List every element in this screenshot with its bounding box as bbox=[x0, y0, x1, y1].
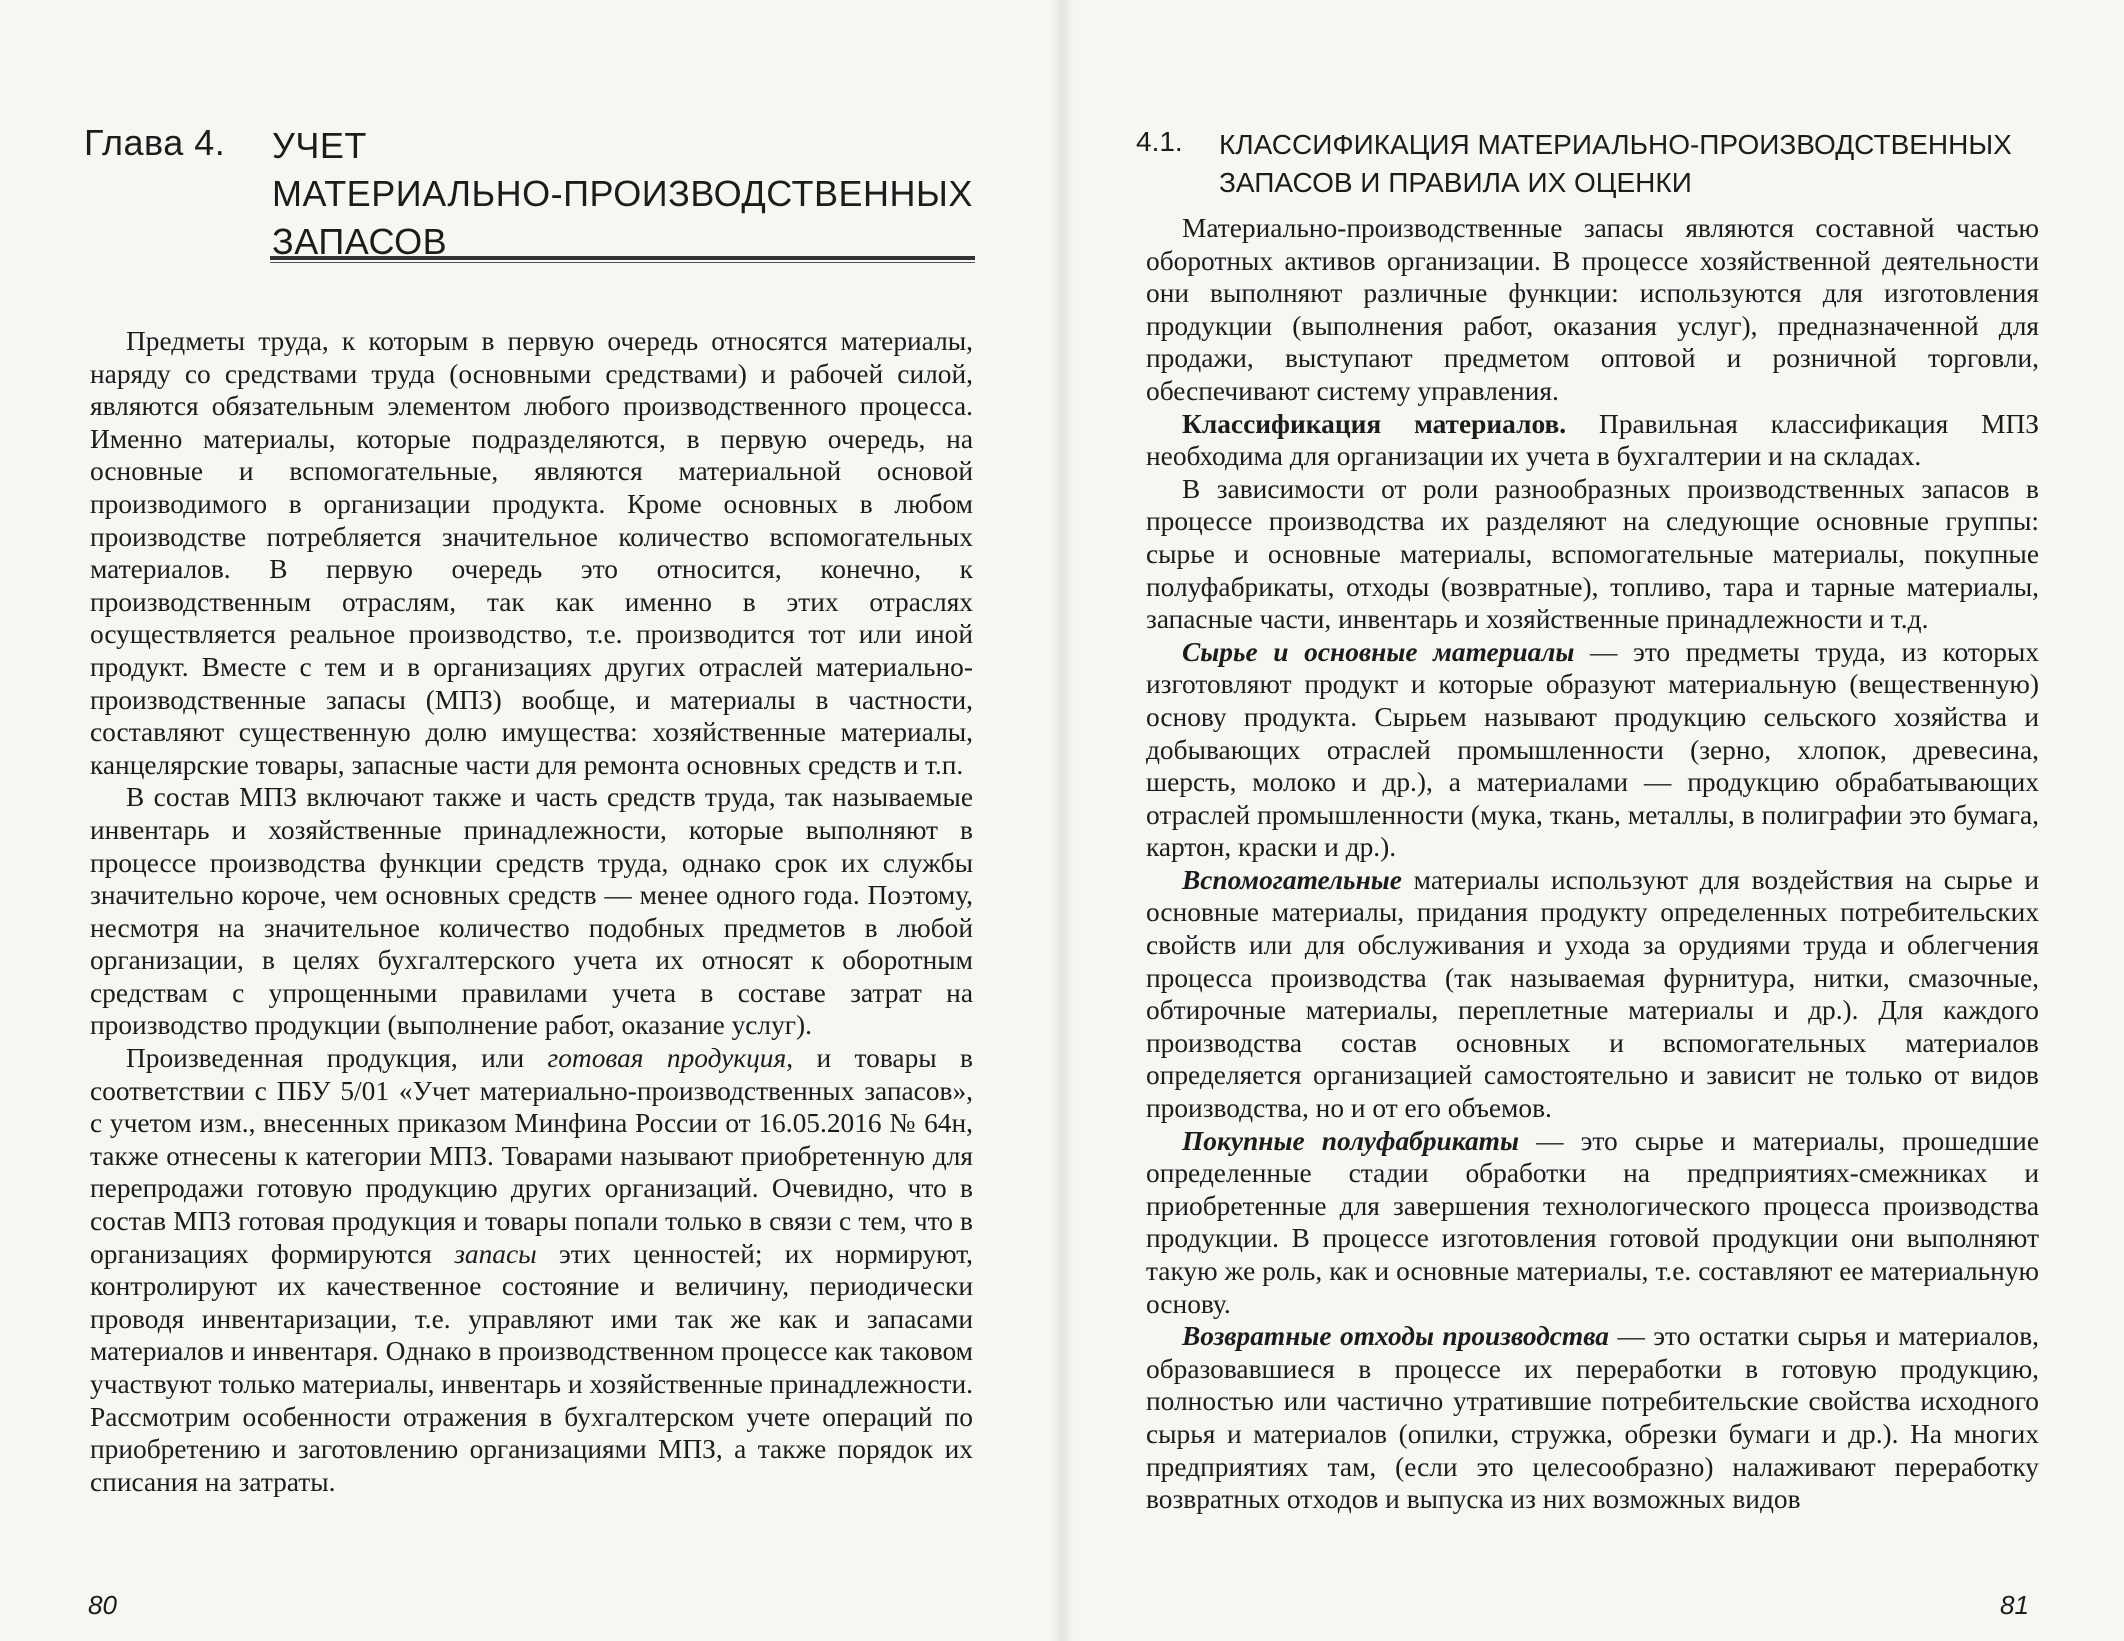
bold-italic-lead: Сырье и основные материалы bbox=[1182, 636, 1575, 667]
paragraph: Классификация материалов. Правильная классификация МПЗ необходима для организации их учета в бухгалтерии и на складах. bbox=[1146, 408, 2039, 472]
bold-italic-lead: Вспомогательные bbox=[1182, 864, 1402, 895]
paragraph: Возвратные отходы производства — это остатки сырья и материалов, образовавшиеся в процессе их переработки в готовую продукцию, полностью или частично утратившие потребительские свойства исходного сырья и материалов (опилки, стружка, обрезки бумаги и др.). На многих предприятиях там, (если это целесообразно) налаживают переработку возвратных отходов и выпуска из них возможных видов bbox=[1146, 1321, 2040, 1515]
section-title bbox=[1219, 126, 2039, 202]
bold-italic-lead: Возвратные отходы производства bbox=[1182, 1321, 1609, 1352]
section-title-line: КЛАССИФИКАЦИЯ МАТЕРИАЛЬНО-ПРОИЗВОДСТВЕННЫХ bbox=[1219, 129, 2012, 160]
page-number: 81 bbox=[2000, 1590, 2029, 1620]
italic-term: готовая продукция bbox=[547, 1043, 787, 1074]
paragraph: Предметы труда, к которым в первую очередь относятся материалы, наряду со средствами труда (основными средствами) и рабочей силой, являются обязательным элементом любого производственного процесса. Именно материалы, которые подразделяются, в первую очередь, на основные и вспомогательные, являются материальной основой производимого в организации продукта. Кроме основных в любом производстве потребляется значительное количество вспомогательных материалов. В первую очередь это относится, конечно, к производственным отраслям, так как именно в этих отраслях осуществляется реальное производство, т.е. производится тот или иной продукт. Вместе с тем и в организациях других отраслей материально-производственные запасы (МПЗ) вообще, и материалы в частности, составляют существенную долю имущества: хозяйственные материалы, канцелярские товары, запасные части для ремонта основных средств и т.п. bbox=[90, 326, 973, 780]
chapter-title bbox=[272, 122, 992, 266]
chapter-rule-divider bbox=[270, 256, 975, 263]
page-number: 80 bbox=[88, 1590, 117, 1620]
paragraph: Сырье и основные материалы — это предметы труда, из которых изготовляют продукт и которые образуют материальную (вещественную) основу продукта. Сырьем называют продукцию сельского хозяйства и добывающих отраслей промышленности (зерно, хлопок, древесина, шерсть, молоко и др.), а материалами — продукцию обрабатывающих отраслей промышленности (мука, ткань, металлы, в полиграфии это бумага, картон, краски и др.). bbox=[1146, 636, 2039, 863]
book-gutter bbox=[1050, 0, 1074, 1641]
chapter-title-line: ЗАПАСОВ bbox=[272, 221, 448, 262]
paragraph: Покупные полуфабрикаты — это сырье и материалы, прошедшие определенные стадии обработки на предприятиях-смежниках и приобретенные для завершения технологического процесса производства продукции. В процессе изготовления готовой продукции они выполняют такую же роль, как и основные материалы, т.е. составляют ее материальную основу. bbox=[1146, 1125, 2039, 1319]
italic-term: запасы bbox=[454, 1238, 537, 1269]
paragraph: В зависимости от роли разнообразных производственных запасов в процессе производства их разделяют на следующие основные группы: сырье и основные материалы, вспомогательные материалы, покупные полуфабрикаты, отходы (возвратные), топливо, тара и тарные материалы, запасные части, инвентарь и хозяйственные принадлежности и т.д. bbox=[1146, 473, 2039, 635]
bold-lead: Классификация материалов. bbox=[1182, 408, 1567, 439]
left-body-text bbox=[90, 325, 973, 1498]
bold-italic-lead: Покупные полуфабрикаты bbox=[1182, 1125, 1519, 1156]
paragraph: В состав МПЗ включают также и часть средств труда, так называемые инвентарь и хозяйственные принадлежности, которые выполняют в процессе производства функции средств труда, однако срок их службы значительно короче, чем основных средств — менее одного года. Поэтому, несмотря на значительное количество подобных предметов в любой организации, в целях бухгалтерского учета их относят к оборотным средствам с упрощенными правилами учета в составе затрат на производство продукции (выполнение работ, оказание услуг). bbox=[90, 782, 973, 1041]
right-body-text bbox=[1146, 212, 2039, 1516]
paragraph: Материально-производственные запасы являются составной частью оборотных активов организации. В процессе хозяйственной деятельности они выполняют различные функции: используются для изготовления продукции (выполнения работ, оказания услуг), предназначенной для продажи, выступают предметом оптовой и розничной торговли, обеспечивают систему управления. bbox=[1146, 213, 2039, 406]
chapter-title-line: УЧЕТ bbox=[272, 125, 367, 166]
chapter-title-line: МАТЕРИАЛЬНО-ПРОИЗВОДСТВЕННЫХ bbox=[272, 173, 973, 214]
paragraph: Вспомогательные материалы используют для воздействия на сырье и основные материалы, придания продукту определенных потребительских свойств или для обслуживания и ухода за орудиями труда и облегчения процесса производства (так называемая фурнитура, нитки, смазочные, обтирочные материалы, переплетные материалы и др.). Для каждого производства состав основных и вспомогательных материалов определяется организацией самостоятельно и зависит не только от видов производства, но и от его объемов. bbox=[1146, 864, 2039, 1124]
chapter-label: Глава 4. bbox=[84, 122, 226, 163]
section-title-line: ЗАПАСОВ И ПРАВИЛА ИХ ОЦЕНКИ bbox=[1219, 167, 1692, 198]
paragraph: Произведенная продукция, или готовая продукция, и товары в соответствии с ПБУ 5/01 «Учет материально-производственных запасов», с учетом изм., внесенных приказом Минфина России от 16.05.2016 № 64н, также отнесены к категории МПЗ. Товарами называют приобретенную для перепродажи готовую продукцию других организаций. Очевидно, что в состав МПЗ готовая продукция и товары попали только в связи с тем, что в организациях формируются запасы этих ценностей; их нормируют, контролируют их качественное состояние и величину, периодически проводя инвентаризации, т.е. управляют ими так же как и запасами материалов и инвентаря. Однако в производственном процессе как таковом участвуют только материалы, инвентарь и хозяйственные принадлежности. Рассмотрим особенности отражения в бухгалтерском учете операций по приобретению и заготовлению организациями МПЗ, а также порядок их списания на затраты. bbox=[90, 1043, 973, 1497]
section-number: 4.1. bbox=[1136, 126, 1183, 157]
